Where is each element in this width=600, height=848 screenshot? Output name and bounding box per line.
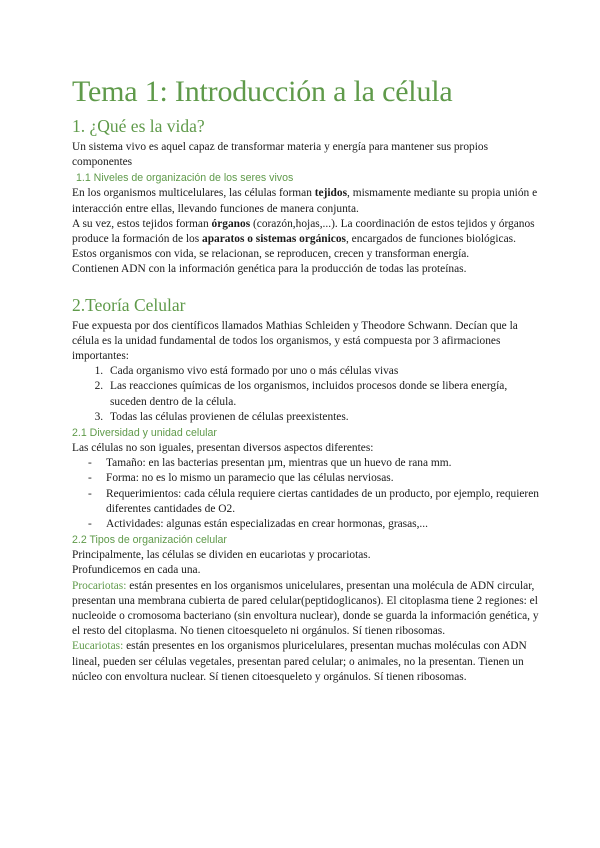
eucariotas-label: Eucariotas:	[72, 640, 124, 653]
list-item	[72, 456, 540, 471]
list-item	[72, 471, 540, 486]
text-span: En los organismos multicelulares, las células forman	[72, 187, 315, 200]
paragraph-tejidos	[72, 186, 540, 216]
list-item	[72, 517, 540, 532]
bold-term-tejidos: tejidos	[314, 187, 348, 200]
dash-bullet: -	[88, 518, 92, 531]
text-span: (corazón,hojas,...). La coordinación de estos tejidos y órganos produce la formación de los	[72, 217, 535, 246]
text-span: , mismamente mediante su propia unión e interacción entre ellas, llevando funciones de manera conjunta.	[72, 187, 538, 215]
list-item-text: Forma: no es lo mismo un paramecio que las células nerviosas.	[106, 472, 394, 485]
bold-term-aparatos: aparatos o sistemas orgánicos	[202, 233, 346, 246]
subsection-1-1-heading: 1.1 Niveles de organización de los seres vivos	[76, 172, 294, 185]
paragraph-eucariotas	[72, 639, 540, 685]
diversity-list	[72, 456, 540, 532]
list-item: 1. Cada organismo vivo está formado por uno o más células vivas	[106, 364, 540, 379]
document-title: Tema 1: Introducción a la célula	[72, 75, 453, 108]
theory-statements-list	[72, 364, 540, 425]
section-1-heading: 1. ¿Qué es la vida?	[72, 116, 205, 136]
section-2-heading: 2.Teoría Celular	[72, 294, 186, 315]
dash-bullet: -	[88, 487, 92, 500]
section-2-intro: Fue expuesta por dos científicos llamados Mathias Schleiden y Theodore Schwann. Decían que la célula es la unidad fundamental de todos los organismos, y está compuesta por 3 afirmaciones importantes:	[72, 319, 518, 363]
text-span: están presentes en los organismos unicelulares, presentan una molécula de ADN circular, presentan una membrana cubierta de pared celular(peptidoglicanos). El citoplasma tiene 2 regiones: el nucleoide o cromosoma bacteriano (sin envoltura nuclear), donde se guarda la información genética, y el resto del citoplasma. No tienen citoesqueleto ni orgánulos. Sí tienen ribosomas.	[72, 579, 539, 638]
paragraph-organos	[72, 217, 540, 247]
text-span: están presentes en los organismos pluricelulares, presentan muchas moléculas con ADN lineal, pueden ser células vegetales, presentan pared celular; o animales, no la presentan. Tienen un núcleo con envoltura nuclear. Sí tienen citoesqueleto y orgánulos. Sí tienen ribosomas.	[72, 640, 527, 683]
subsection-2-1-intro: Las células no son iguales, presentan diversos aspectos diferentes:	[72, 442, 374, 455]
list-item-text: Actividades: algunas están especializadas en crear hormonas, grasas,...	[106, 518, 428, 531]
subsection-2-1-heading: 2.1 Diversidad y unidad celular	[72, 427, 217, 440]
paragraph-procariotas	[72, 579, 540, 640]
subsection-2-2-heading: 2.2 Tipos de organización celular	[72, 534, 227, 547]
list-item: 2. Las reacciones químicas de los organismos, incluidos procesos donde se libera energía, suceden dentro de la célula.	[106, 379, 540, 409]
text-span: A su vez, estos tejidos forman	[72, 217, 212, 230]
list-item-text: Tamaño: en las bacterias presentan µm, mientras que un huevo de rana mm.	[106, 457, 452, 470]
list-item: 3. Todas las células provienen de células preexistentes.	[106, 410, 540, 425]
bold-term-organos: órganos	[211, 217, 251, 230]
paragraph-division: Principalmente, las células se dividen en eucariotas y procariotas.	[72, 549, 371, 562]
paragraph-relacion: Estos organismos con vida, se relacionan, se reproducen, crecen y transforman energía.	[72, 248, 470, 261]
list-item	[72, 487, 540, 517]
procariotas-label: Procariotas:	[72, 579, 127, 592]
paragraph-adn: Contienen ADN con la información genética para la producción de todas las proteínas.	[72, 263, 467, 276]
text-span: , encargados de funciones biológicas.	[345, 233, 516, 246]
dash-bullet: -	[88, 457, 92, 470]
section-1-intro: Un sistema vivo es aquel capaz de transformar materia y energía para mantener sus propios componentes	[72, 141, 489, 169]
dash-bullet: -	[88, 472, 92, 485]
paragraph-profundicemos: Profundicemos en cada una.	[72, 564, 201, 577]
list-item-text: Requerimientos: cada célula requiere ciertas cantidades de un producto, por ejemplo, requieren diferentes cantidades de O2.	[106, 487, 539, 515]
